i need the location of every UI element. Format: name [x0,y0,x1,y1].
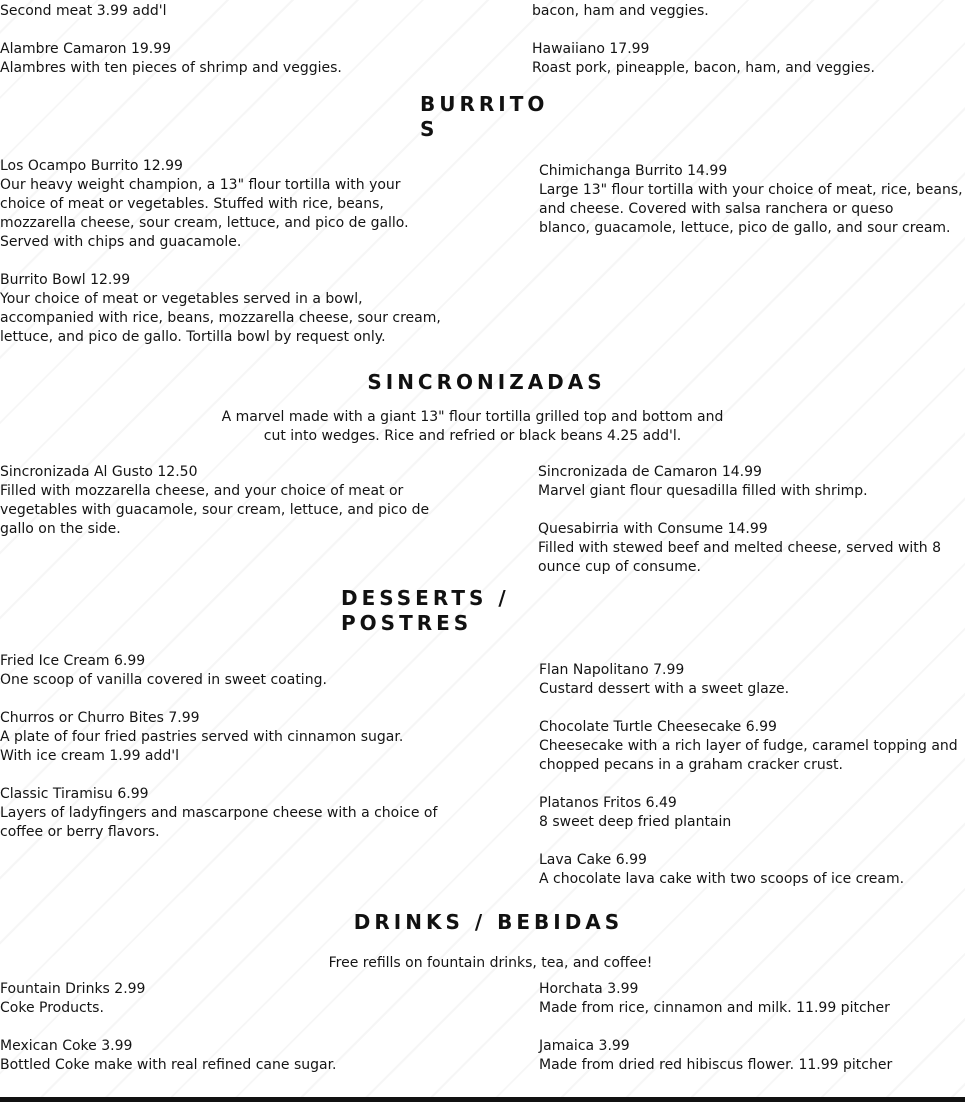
item-title: Jamaica 3.99 [539,1038,630,1054]
item-description: 8 sweet deep fried plantain [539,814,732,830]
item-description: Large 13" flour tortilla with your choice of meat, rice, beans, and cheese. Covered with salsa ranchera or queso blanco, guacamole, lettuce, pico de gallo, and sour cream. [539,182,963,236]
item-title: Sincronizada Al Gusto 12.50 [0,464,198,480]
item-title: Chimichanga Burrito 14.99 [539,163,728,179]
item-title: Alambre Camaron 19.99 [0,41,172,57]
item-title: Lava Cake 6.99 [539,852,647,868]
item-description: Made from dried red hibiscus flower. 11.99 pitcher [539,1057,893,1073]
item-description: Filled with mozzarella cheese, and your choice of meat or vegetables with guacamole, sour cream, lettuce, and pico de gallo on the side. [0,483,430,537]
item-title: Fountain Drinks 2.99 [0,981,146,997]
section-heading-drinks: DRINKS / BEBIDAS [353,910,624,934]
item-title: Classic Tiramisu 6.99 [0,786,149,802]
item-tail-text: Second meat 3.99 add'l [0,3,167,19]
item-description: Bottled Coke make with real refined cane sugar. [0,1057,337,1073]
section-heading-sincronizadas: SINCRONIZADAS [367,370,606,394]
item-description: Filled with stewed beef and melted cheese, served with 8 ounce cup of consume. [538,540,942,575]
item-description: Our heavy weight champion, a 13" flour tortilla with your choice of meat or vegetables. Stuffed with rice, beans, mozzarella cheese, sour cream, lettuce, and pico de gallo. Served with chips and guacamole. [0,177,409,250]
section-intro: A marvel made with a giant 13" flour tortilla grilled top and bottom and cut into wedges. Rice and refried or black beans 4.25 add'l. [221,409,724,444]
item-description: Your choice of meat or vegetables served in a bowl, accompanied with rice, beans, mozzarella cheese, sour cream, lettuce, and pico de gallo. Tortilla bowl by request only. [0,291,441,345]
item-description: A plate of four fried pastries served with cinnamon sugar. With ice cream 1.99 add'l [0,729,404,764]
item-title: Burrito Bowl 12.99 [0,272,131,288]
item-title: Horchata 3.99 [539,981,639,997]
item-description: Alambres with ten pieces of shrimp and veggies. [0,60,342,76]
bottom-edge-bar [0,1097,965,1102]
section-intro: Free refills on fountain drinks, tea, and coffee! [328,955,653,971]
item-title: Platanos Fritos 6.49 [539,795,677,811]
item-description: One scoop of vanilla covered in sweet coating. [0,672,327,688]
item-description: Custard dessert with a sweet glaze. [539,681,790,697]
item-description: Cheesecake with a rich layer of fudge, caramel topping and chopped pecans in a graham cracker crust. [539,738,958,773]
section-heading-desserts: DESSERTS / POSTRES [341,586,510,635]
section-heading-burritos: BURRITO S [420,92,549,141]
item-title: Sincronizada de Camaron 14.99 [538,464,762,480]
item-description: Roast pork, pineapple, bacon, ham, and veggies. [532,60,875,76]
item-description: Coke Products. [0,1000,104,1016]
item-description: Made from rice, cinnamon and milk. 11.99 pitcher [539,1000,890,1016]
item-description: Layers of ladyfingers and mascarpone cheese with a choice of coffee or berry flavors. [0,805,438,840]
item-title: Flan Napolitano 7.99 [539,662,685,678]
item-title: Los Ocampo Burrito 12.99 [0,158,183,174]
item-description: A chocolate lava cake with two scoops of ice cream. [539,871,905,887]
item-description: Marvel giant flour quesadilla filled with shrimp. [538,483,868,499]
item-tail-text: bacon, ham and veggies. [532,3,709,19]
item-title: Chocolate Turtle Cheesecake 6.99 [539,719,777,735]
item-title: Churros or Churro Bites 7.99 [0,710,200,726]
item-title: Fried Ice Cream 6.99 [0,653,146,669]
item-title: Mexican Coke 3.99 [0,1038,133,1054]
item-title: Hawaiiano 17.99 [532,41,650,57]
item-title: Quesabirria with Consume 14.99 [538,521,768,537]
